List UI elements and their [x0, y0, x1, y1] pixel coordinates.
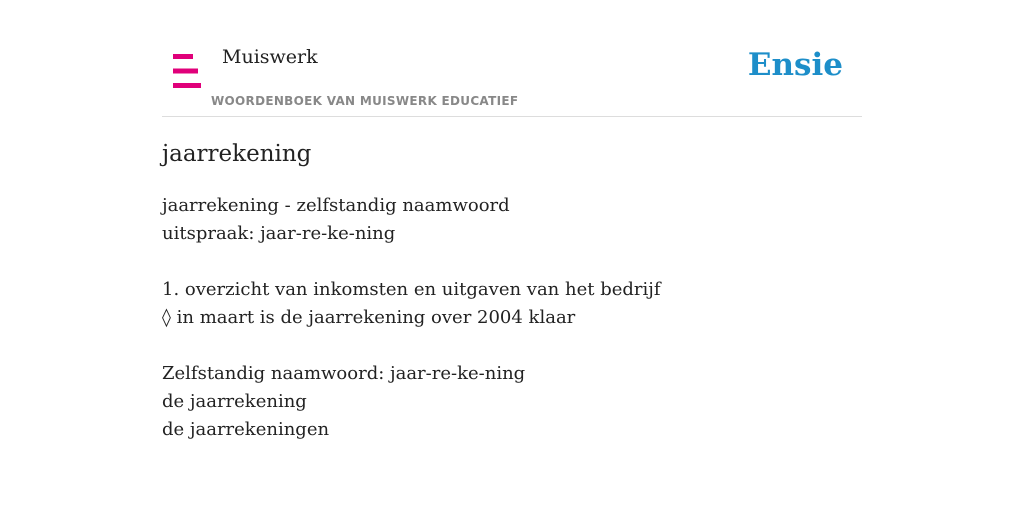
- grammar-line: Zelfstandig naamwoord: jaar-re-ke-ning: [162, 363, 526, 384]
- singular-form: de jaarrekening: [162, 391, 307, 412]
- example-line: ◊ in maart is de jaarrekening over 2004 klaar: [162, 307, 576, 328]
- site-header: [162, 0, 862, 117]
- entry-content: [162, 138, 862, 444]
- meaning-line: 1. overzicht van inkomsten en uitgaven van het bedrijf: [162, 279, 661, 300]
- entry-title: jaarrekening: [162, 141, 312, 167]
- muiswerk-logo-icon[interactable]: [173, 54, 201, 88]
- plural-form: de jaarrekeningen: [162, 419, 330, 440]
- site-name[interactable]: Muiswerk: [222, 46, 318, 68]
- entry-definition: [162, 192, 862, 444]
- ensie-logo[interactable]: Ensie: [747, 47, 843, 83]
- pronunciation-line: uitspraak: jaar-re-ke-ning: [162, 223, 396, 244]
- word-type-line: jaarrekening - zelfstandig naamwoord: [162, 195, 510, 216]
- spacer: [162, 248, 862, 276]
- spacer: [162, 332, 862, 360]
- site-subtitle: WOORDENBOEK VAN MUISWERK EDUCATIEF: [211, 94, 519, 108]
